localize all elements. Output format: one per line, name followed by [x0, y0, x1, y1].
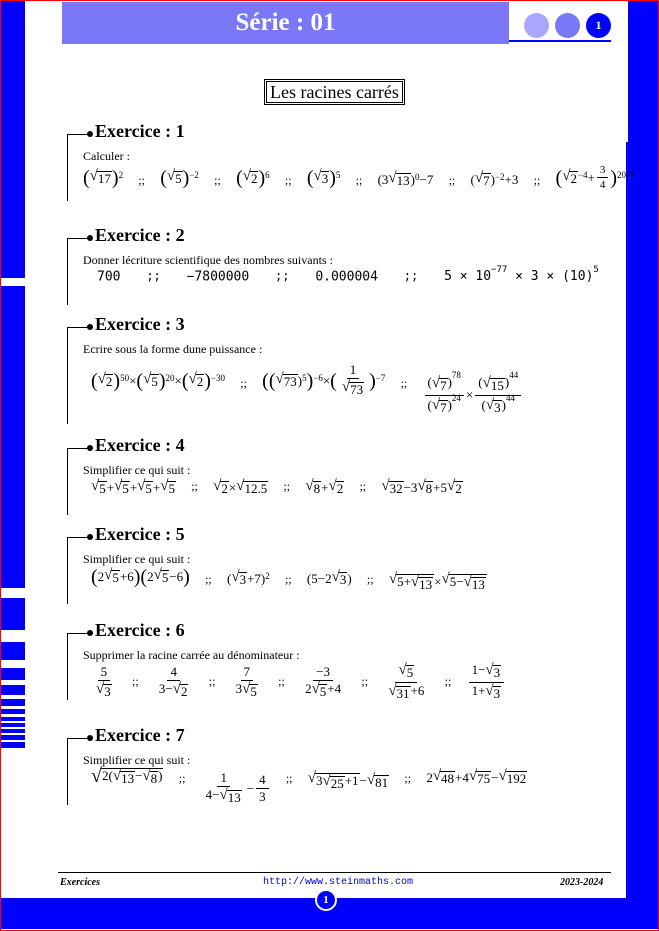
separator: ;; [275, 269, 290, 284]
bar-gap [1, 588, 25, 598]
separator: ;; [285, 572, 292, 586]
separator: ;; [284, 172, 292, 187]
bar-gap [1, 727, 25, 729]
series-title: Série : 01 [235, 9, 336, 36]
separator: ;; [400, 375, 408, 390]
exercise-bracket [67, 238, 90, 305]
exercise-7 [67, 725, 607, 810]
exercise-instruction: Simplifier ce qui suit : [83, 753, 191, 767]
bar-gap [1, 278, 25, 286]
bar-gap [1, 740, 25, 742]
separator: ;; [138, 172, 145, 187]
header-page-badge: 1 [586, 13, 611, 38]
exercise-title: Exercice : 7 [95, 725, 185, 745]
separator: ;; [178, 771, 186, 785]
exercise-instruction: Ecrire sous la forme dune puissance : [83, 342, 263, 356]
exercise-instruction: Simplifier ce qui suit : [83, 552, 191, 566]
separator: ;; [208, 674, 216, 689]
bar-gap [1, 706, 25, 709]
separator: ;; [205, 572, 212, 586]
exercise-title: Exercice : 4 [95, 435, 185, 455]
bar-gap [1, 733, 25, 735]
exercise-bracket [67, 738, 90, 805]
exercise-instruction: Simplifier ce qui suit : [83, 463, 191, 477]
exercise-4 [67, 435, 607, 520]
exercise-instruction: Supprimer la racine carrée au dénominateur : [83, 648, 300, 662]
right-margin-bar [626, 1, 658, 929]
footer-rule [58, 872, 611, 873]
footer-year: 2023-2024 [560, 877, 604, 888]
separator: ;; [359, 479, 367, 493]
exercise-3 [67, 314, 607, 415]
exercise-2 [67, 225, 607, 310]
topic-title: Les racines carrés [264, 79, 405, 105]
separator: ;; [355, 172, 363, 187]
bullet-icon [87, 131, 93, 137]
bullet-icon [87, 235, 93, 241]
bar-gap [1, 748, 25, 898]
separator: ;; [146, 269, 161, 284]
bullet-icon [87, 324, 93, 330]
separator: ;; [278, 674, 285, 689]
footer-label: Exercices [60, 877, 100, 888]
right-margin-notch [626, 1, 628, 142]
separator: ;; [240, 375, 247, 390]
footer-url-link[interactable]: http://www.steinmaths.com [263, 877, 414, 888]
separator: ;; [191, 479, 198, 493]
exercise-1 [67, 121, 636, 206]
exercise-title: Exercice : 3 [95, 314, 185, 334]
header-circle-light [524, 13, 549, 38]
exercise-title: Exercice : 5 [95, 524, 185, 544]
exercise-bracket [67, 537, 90, 604]
separator: ;; [444, 674, 452, 689]
separator: ;; [366, 572, 374, 586]
exercise-bracket [67, 633, 90, 700]
bar-gap [1, 660, 25, 668]
exercise-title: Exercice : 6 [95, 620, 185, 640]
bullet-icon [87, 630, 93, 636]
exercise-formula: ( 2 √ 5 +6 )( 2 √ 5 −6 ) ;; ( √ 3 +7) 2 ;; (5−2 √ 3 ) ;; √ 5+ √ 13 × √ 5− √ 13 [91, 566, 485, 592]
exercise-5 [67, 524, 607, 609]
exercise-formula: √ 2( √ 13 − √ 8 ) ;; 1 4− √ 13 − $\frac{4}{3}$ ;; √ 3 √ 25 +1 − √ 81 ;; 2 √ 48 +4 √ 75 − √ 192 [91, 765, 527, 806]
separator: ;; [283, 479, 291, 493]
exercise-bracket [67, 448, 90, 515]
bar-gap [1, 695, 25, 699]
exercise-formula: ( √ 17 ) 2 ;; ( √ 5 ) −2 ;; ( √ 2 ) 6 ;; ( √ 3 ) 5 ;; (3 √ 13 ) 0 −7 ;; ( √ 7 ) −2 +3 ;; ( √ 2 −4 + $\frac{3}{4}$ ) 2022 [83, 164, 636, 192]
bar-gap [1, 714, 25, 717]
separator: ;; [533, 172, 541, 187]
separator: ;; [285, 771, 293, 785]
bar-gap [1, 680, 25, 685]
bullet-icon [87, 534, 93, 540]
exercise-title: Exercice : 1 [95, 121, 185, 141]
exercise-6 [67, 620, 607, 705]
separator: ;; [361, 674, 369, 689]
bar-gap [1, 630, 25, 642]
separator: ;; [214, 172, 221, 187]
separator: ;; [403, 269, 419, 284]
separator: ;; [448, 172, 456, 187]
separator: ;; [131, 674, 139, 689]
separator: ;; [404, 771, 412, 785]
exercise-formula: 700 ;; −7800000 ;; 0.000004 ;; $5 \times 10^{-77} \times 3 \times (10)^5$ [97, 265, 599, 285]
exercise-formula: 5 √ 3 ;; 4 3− √ 2 ;; 7 3 √ 5 ;; −3 2 √ 5 +4 ;; √ 5 √ 31 +6 ;; 1− √ 3 1+ √ 3 [91, 663, 506, 702]
page-number-badge: 1 [315, 889, 337, 911]
exercise-instruction: Donner lécriture scientifique des nombres suivants : [83, 253, 333, 267]
exercise-formula: √ 5 + √ 5 + √ 5 + √ 5 ;; √ 2 × √ 12.5 ;; √ 8 + √ 2 ;; √ 32 −3 √ 8 +5 √ 2 [91, 478, 462, 496]
header-circle-mid [555, 13, 580, 38]
bullet-icon [87, 735, 93, 741]
bar-gap [1, 721, 25, 723]
bullet-icon [87, 445, 93, 451]
exercise-title: Exercice : 2 [95, 225, 185, 245]
exercise-formula: ( √ 2 ) 50 × ( √ 5 ) 20 × ( √ 2 ) −30 ;; (( √ 73 ) 5 ) −6 × ( 1 √ 73 ) −7 ;; ( √ 7 )$^{78}$ ( √ 7 )$^{24}$ × ( √ 15 )$^{44}$ ( √ 3 )$^{44}$ [91, 363, 523, 416]
exercise-instruction: Calculer : [83, 149, 130, 163]
header-banner [62, 2, 509, 44]
